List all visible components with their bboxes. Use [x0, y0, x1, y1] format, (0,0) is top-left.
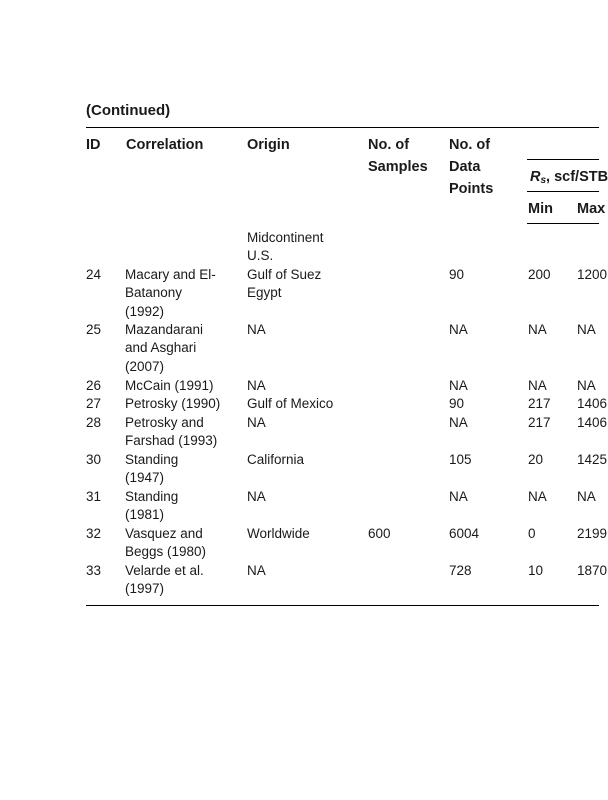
cell-min: 10 — [528, 563, 544, 578]
cell-max: 1200 — [577, 267, 608, 282]
rs-symbol: R — [530, 169, 541, 185]
cell-correlation: Velarde et al. — [125, 563, 204, 578]
cell-points: NA — [449, 322, 468, 337]
cell-min: NA — [528, 378, 547, 393]
cell-correlation: Standing — [125, 489, 179, 504]
rs-subheader-rule — [527, 223, 599, 224]
cell-origin: NA — [247, 563, 266, 578]
table-caption: (Continued) — [86, 102, 171, 119]
cell-correlation: Petrosky and — [125, 415, 204, 430]
cell-correlation: (1947) — [125, 470, 165, 486]
cell-points: 6004 — [449, 526, 480, 541]
rs-group-mid-rule — [527, 191, 599, 192]
table-bottom-rule — [86, 605, 599, 606]
header-rs-group — [530, 166, 608, 192]
cell-max: NA — [577, 378, 596, 393]
cell-max: 2199 — [577, 526, 608, 541]
cell-min: 20 — [528, 452, 544, 467]
cell-correlation: (1981) — [125, 507, 165, 523]
cell-id: 31 — [86, 489, 102, 504]
cell-max: 1870 — [577, 563, 608, 578]
cell-correlation: Petrosky (1990) — [125, 396, 221, 411]
cell-points: NA — [449, 489, 468, 504]
cell-max: 1406 — [577, 415, 608, 430]
header-id: ID — [86, 137, 101, 153]
cell-origin: NA — [247, 378, 266, 393]
cell-points: NA — [449, 415, 468, 430]
header-samples-line1: No. of — [368, 137, 410, 153]
cell-id: 24 — [86, 267, 102, 282]
cell-origin: NA — [247, 322, 266, 337]
cell-min: 0 — [528, 526, 536, 541]
cell-origin: U.S. — [247, 248, 274, 264]
header-points-line2: Data — [449, 159, 481, 175]
cell-min: NA — [528, 489, 547, 504]
cell-min: 200 — [528, 267, 551, 282]
header-points-line3: Points — [449, 181, 494, 197]
cell-points: 728 — [449, 563, 472, 578]
cell-max: 1406 — [577, 396, 608, 411]
cell-min: 217 — [528, 396, 551, 411]
cell-origin: Midcontinent — [247, 230, 324, 245]
cell-correlation: Beggs (1980) — [125, 544, 207, 560]
cell-min: 217 — [528, 415, 551, 430]
cell-correlation: Batanony — [125, 285, 183, 301]
cell-points: 90 — [449, 396, 465, 411]
rs-subscript: s — [540, 175, 547, 186]
header-samples-line2: Samples — [368, 159, 428, 175]
cell-origin: Egypt — [247, 285, 282, 301]
table-top-rule — [86, 127, 599, 128]
cell-id: 26 — [86, 378, 102, 393]
cell-id: 30 — [86, 452, 102, 467]
cell-origin: Worldwide — [247, 526, 310, 541]
cell-correlation: and Asghari — [125, 340, 197, 356]
header-max: Max — [577, 201, 606, 217]
cell-correlation: Standing — [125, 452, 179, 467]
cell-correlation: Mazandarani — [125, 322, 204, 337]
header-origin: Origin — [247, 137, 290, 153]
cell-correlation: (2007) — [125, 358, 165, 374]
header-correlation: Correlation — [126, 137, 204, 153]
cell-correlation: McCain (1991) — [125, 378, 214, 393]
cell-origin: NA — [247, 415, 266, 430]
cell-origin: NA — [247, 489, 266, 504]
cell-id: 27 — [86, 396, 102, 411]
cell-points: NA — [449, 378, 468, 393]
cell-origin: Gulf of Mexico — [247, 396, 334, 411]
cell-correlation: Vasquez and — [125, 526, 203, 541]
cell-points: 90 — [449, 267, 465, 282]
cell-origin: Gulf of Suez — [247, 267, 322, 282]
cell-id: 28 — [86, 415, 102, 430]
header-min: Min — [528, 201, 553, 217]
cell-correlation: (1997) — [125, 581, 165, 597]
cell-id: 25 — [86, 322, 102, 337]
rs-unit: , scf/STB — [546, 169, 608, 185]
cell-max: 1425 — [577, 452, 608, 467]
header-points-line1: No. of — [449, 137, 491, 153]
cell-max: NA — [577, 322, 596, 337]
cell-correlation: (1992) — [125, 303, 165, 319]
cell-id: 33 — [86, 563, 102, 578]
cell-correlation: Macary and El- — [125, 267, 216, 282]
cell-id: 32 — [86, 526, 102, 541]
cell-samples: 600 — [368, 526, 391, 541]
cell-min: NA — [528, 322, 547, 337]
cell-max: NA — [577, 489, 596, 504]
cell-origin: California — [247, 452, 305, 467]
cell-points: 105 — [449, 452, 472, 467]
cell-correlation: Farshad (1993) — [125, 433, 218, 449]
rs-group-top-rule — [527, 159, 599, 160]
